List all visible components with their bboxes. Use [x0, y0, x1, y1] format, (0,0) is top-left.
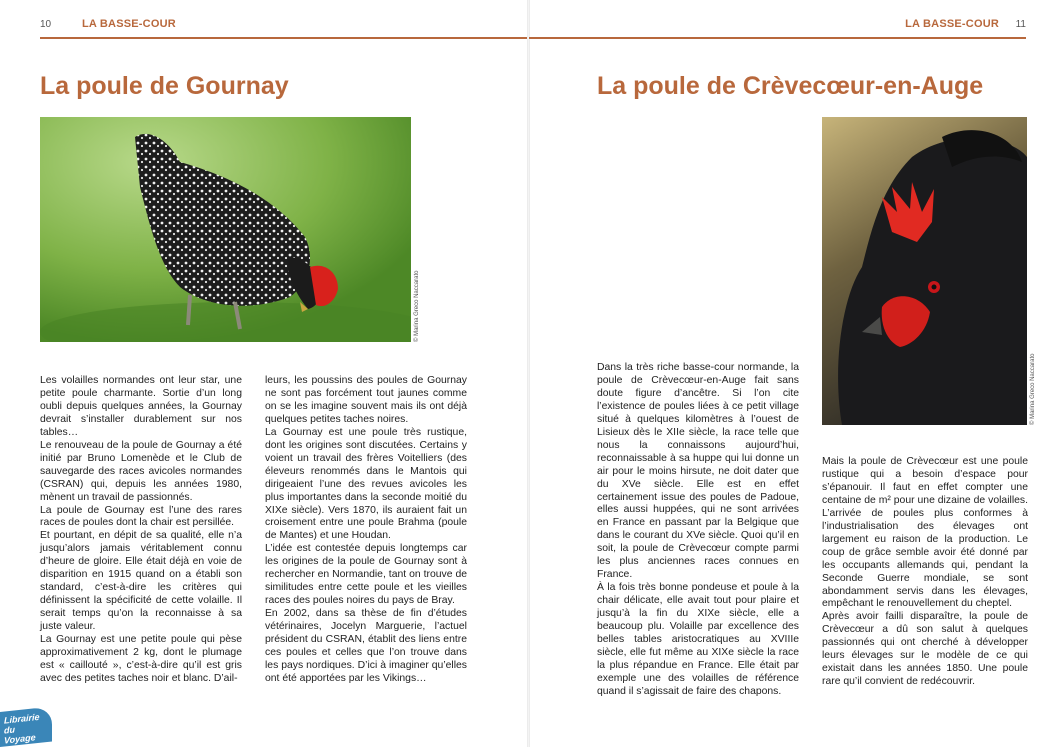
paragraph: Le renouveau de la poule de Gournay a été initié par Bruno Lomenède et le Club de sauvegarde des races avicoles normandes (CSRAN) qui, depuis les années 1980, mènent un travail de passionnés.	[40, 439, 242, 503]
paragraph: La Gournay est une poule très rustique, dont les origines sont discutées. Certains y voient un travail des frères Voitelliers (des éleveurs renommés dans le Mantois qui dirigeaient l’une des revues avicoles les plus importantes dans la seconde moitié du XIXe siècle). Vers 1870, ils auraient fait un croisement entre une poule Brahma (poule de Mantes) et une Houdan.	[265, 426, 467, 542]
paragraph: Dans la très riche basse-cour normande, la poule de Crèvecœur-en-Auge fait sans doute figure d’ancêtre. Si l’on cite l’existence de poules liées à ce petit village situé à quelques kilomètres à l’ouest de Lisieux dès le XIIe siècle, la race telle que nous la connaissons aujourd’hui, reconnaissable à sa huppe qui lui donne un air pour le moins hirsute, ne doit dater que du XVe siècle. Elle est en effet certainement issue des poules de Padoue, elles aussi huppées, qui ne sont arrivées en France en passant par la Belgique que dans le courant du XVe siècle. Quoi qu’il en soit, la poule de Crèvecœur compte parmi les plus anciennes races connues en France.	[597, 362, 799, 581]
running-head-right	[529, 17, 1026, 39]
librairie-du-voyage-logo	[0, 707, 52, 747]
paragraph: La poule de Gournay est l’une des rares races de poules dont la chair est persillée.	[40, 504, 242, 529]
running-title-right: LA BASSE-COUR	[905, 18, 999, 30]
text-column-left-2	[265, 375, 467, 686]
photo-credit-right: © Marina Greco Naccarato	[1030, 353, 1036, 425]
article-heading-crevecoeur: La poule de Crèvecœur-en-Auge	[597, 72, 984, 100]
page-number-right: 11	[1015, 19, 1026, 30]
paragraph: leurs, les poussins des poules de Gournay ne sont pas forcément tout jaunes comme on se les imagine souvent mais ils ont déjà quelques petites taches noires.	[265, 375, 467, 425]
paragraph: À la fois très bonne pondeuse et poule à la chair délicate, elle avait tout pour plaire et jusqu’à la fin du XIXe siècle, elle a beaucoup plu. Volaille par excellence des belles tables aristocratiques au XVIIIe siècle, elle fut même au XIXe siècle la race la plus répandue en France. Elle était par exemple une des volailles de référence quand il s’agissait de faire des chapons.	[597, 582, 799, 697]
gournay-hen-photo	[40, 117, 411, 342]
article-heading-gournay: La poule de Gournay	[40, 72, 289, 100]
paragraph: L’idée est contestée depuis longtemps car les origines de la poule de Gournay sont à rechercher en Normandie, tant on trouve de similitudes entre cette poule et les vieilles races des poules noires du pays de Bray.	[265, 543, 467, 607]
logo-line-2: du Voyage	[4, 724, 36, 746]
photo-credit-left: © Marina Greco Naccarato	[414, 270, 420, 342]
text-column-right-1	[597, 362, 799, 699]
paragraph: Après avoir failli disparaître, la poule de Crèvecœur a dû son salut à quelques passionnés qui ont cherché à développer leurs élevages sur le modèle de ce qui existait dans les années 1850. Une poule rare qu’il convient de redécouvrir.	[822, 611, 1028, 688]
text-column-left-1	[40, 375, 242, 686]
running-title-left: LA BASSE-COUR	[82, 18, 176, 30]
right-page	[529, 0, 1057, 747]
running-head-left	[40, 17, 528, 39]
paragraph: La Gournay est une petite poule qui pèse approximativement 2 kg, dont le plumage est « caillouté », c’est-à-dire qu’il est gris avec des petites taches noir et blanc. D’ail-	[40, 634, 242, 684]
paragraph: Et pourtant, en dépit de sa qualité, elle n’a jusqu’alors jamais véritablement connu d’heure de gloire. Elle était déjà en voie de disparition en 1915 quand on a établi son standard, c’est-à-dire les critères qui définissent la spécificité de cette volaille. Il serait temps qu’on la reconnaisse à sa juste valeur.	[40, 530, 242, 633]
hen-illustration	[40, 117, 411, 342]
logo-line-1: Librairie	[4, 711, 40, 726]
crevecoeur-rooster-photo	[822, 117, 1027, 425]
left-page	[0, 0, 528, 747]
paragraph: En 2002, dans sa thèse de fin d’études vétérinaires, Jocelyn Marguerie, l’actuel président du CSRAN, établit des liens entre ces poules et celles que l’on trouve dans les pays nordiques. D’ici à imaginer qu’elles ont été apportées par les Vikings…	[265, 608, 467, 684]
rooster-illustration	[822, 117, 1027, 425]
paragraph: Mais la poule de Crèvecœur est une poule rustique qui a besoin d’espace pour s’épanouir. Il faut en effet compter une centaine de m² pour une dizaine de volailles. L’arrivée de poules plus conformes à l’industrialisation des élevages ont largement eu raison de la production. Le coup de grâce semble avoir été donné par les occupants allemands qui, pendant la Seconde Guerre mondiale, se sont abondamment servis dans les élevages, empêchant le renouvellement du cheptel.	[822, 456, 1028, 610]
paragraph: Les volailles normandes ont leur star, une petite poule charmante. Sortie d’un long oubli depuis quelques années, la Gournay devrait s’installer durablement sur nos tables…	[40, 375, 242, 438]
page-number-left: 10	[40, 19, 52, 30]
text-column-right-2	[822, 456, 1028, 689]
